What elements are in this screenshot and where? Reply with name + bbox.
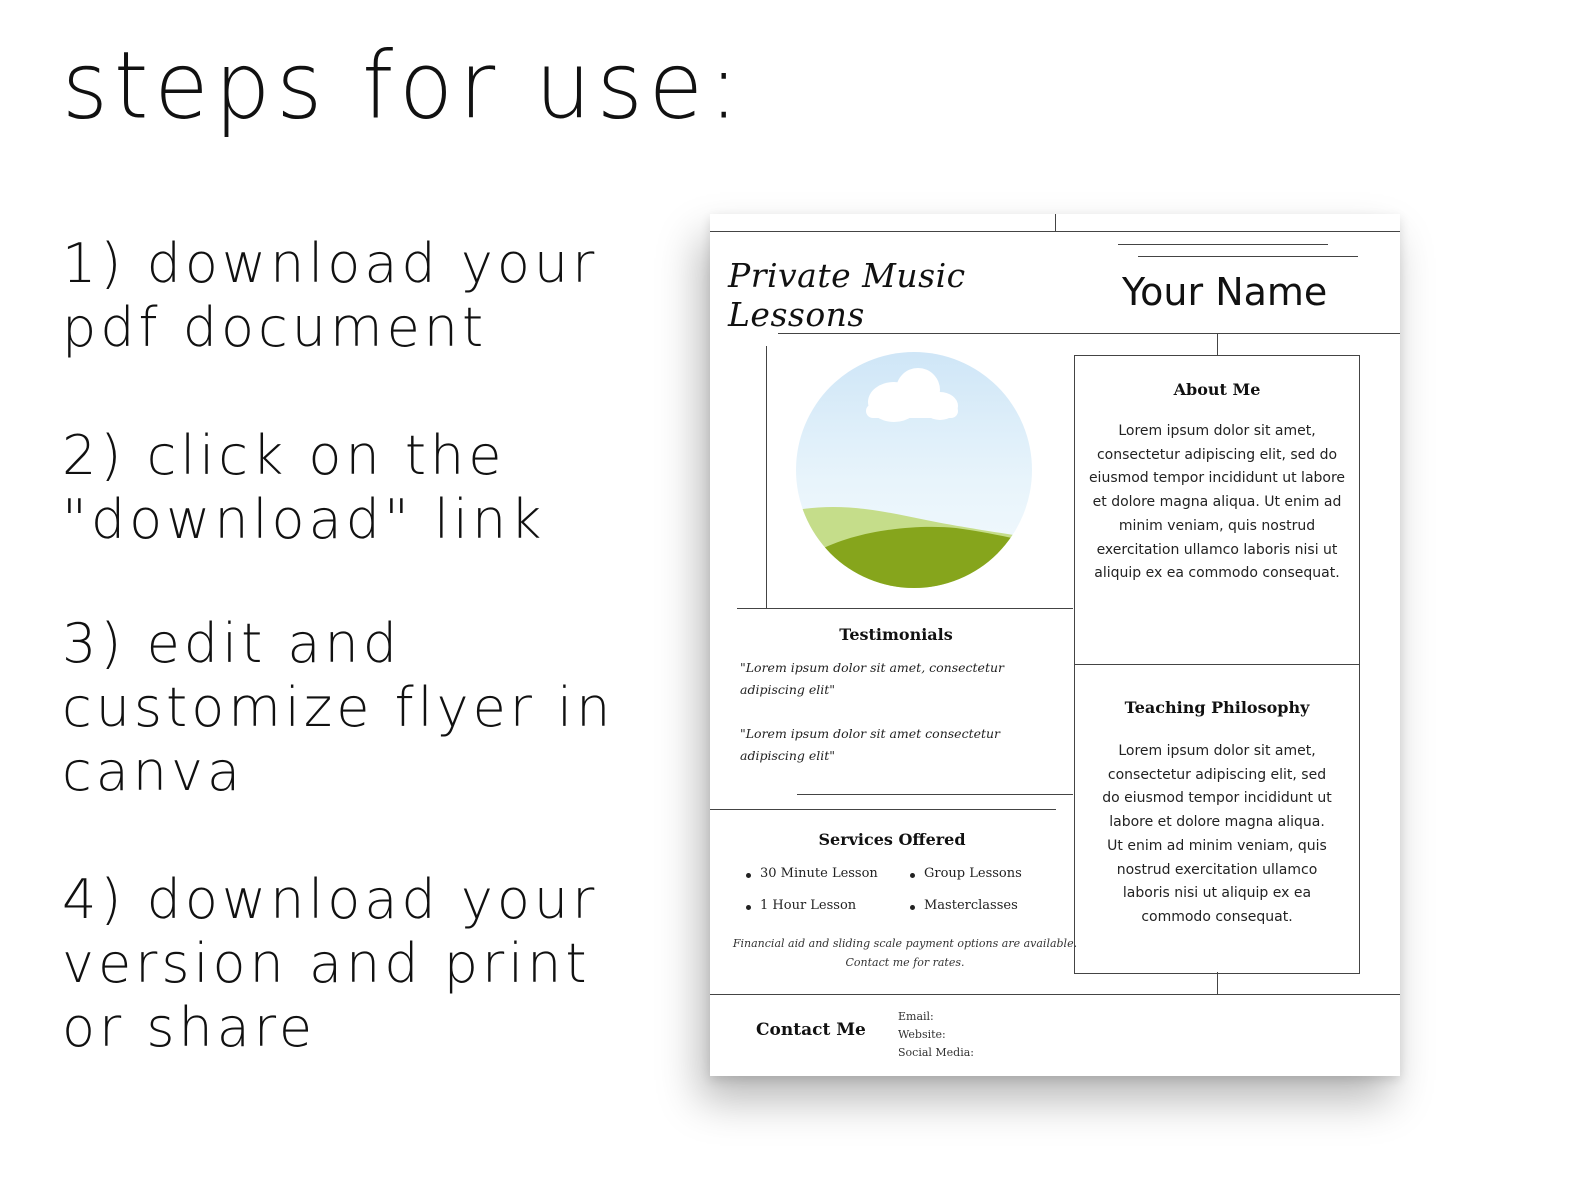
- rule-line: [766, 346, 767, 608]
- flyer-preview: [710, 214, 1400, 1076]
- service-item: 1 Hour Lesson: [760, 898, 857, 913]
- step-4: 4) download your version and print or share: [62, 868, 599, 1059]
- service-item: 30 Minute Lesson: [760, 866, 878, 881]
- flyer-title: Private Music Lessons: [728, 256, 966, 334]
- services-heading: Services Offered: [818, 830, 966, 849]
- contact-heading: Contact Me: [756, 1020, 866, 1040]
- rule-line: [1118, 244, 1328, 245]
- bullet-icon: [746, 905, 751, 910]
- testimonial-quote: "Lorem ipsum dolor sit amet consectetur adipiscing elit": [740, 726, 1001, 763]
- step-3: 3) edit and customize flyer in canva: [62, 612, 615, 803]
- step-2: 2) click on the "download" link: [62, 424, 546, 551]
- step-1: 1) download your pdf document: [62, 232, 599, 359]
- social-media-label: Social Media:: [898, 1046, 975, 1059]
- rule-line: [710, 994, 1400, 995]
- testimonial-quote: "Lorem ipsum dolor sit amet, consectetur adipiscing elit": [740, 660, 1005, 697]
- about-me-text: Lorem ipsum dolor sit amet, consectetur adipiscing elit, sed do eiusmod tempor incididunt ut labore et dolore magna aliqua. Ut enim ad minim veniam, quis nostrud exercitation ullamco laboris nisi ut aliquip ex ea commodo consequat.: [1088, 423, 1346, 582]
- about-me-heading: About Me: [1173, 380, 1261, 399]
- teaching-philosophy-text: Lorem ipsum dolor sit amet, consectetur adipiscing elit, sed do eiusmod tempor incididunt ut labore et dolore magna aliqua. Ut enim ad minim veniam, quis nostrud exercitation ullamco laboris nisi ut aliquip ex ea commodo consequat.: [1102, 743, 1332, 925]
- your-name: Your Name: [1122, 270, 1328, 314]
- service-item: Group Lessons: [924, 866, 1022, 881]
- rule-line: [710, 231, 1400, 232]
- landscape-illustration: [796, 352, 1032, 588]
- bullet-icon: [910, 905, 915, 910]
- email-label: Email:: [898, 1010, 934, 1023]
- rule-line: [797, 794, 1073, 795]
- teaching-philosophy-heading: Teaching Philosophy: [1124, 698, 1310, 717]
- steps-heading: steps for use:: [62, 31, 745, 140]
- service-item: Masterclasses: [924, 898, 1018, 913]
- payment-note: Financial aid and sliding scale payment options are available. Contact me for rates.: [732, 937, 1078, 969]
- bullet-icon: [910, 873, 915, 878]
- testimonials-heading: Testimonials: [839, 625, 953, 644]
- rule-line: [1055, 214, 1056, 231]
- rule-line: [737, 608, 1073, 609]
- website-label: Website:: [898, 1028, 946, 1041]
- bullet-icon: [746, 873, 751, 878]
- rule-line: [1217, 334, 1218, 356]
- rule-line: [710, 809, 1056, 810]
- landscape-placeholder-icon: [796, 352, 1032, 588]
- rule-line: [1217, 972, 1218, 994]
- rule-line: [1138, 256, 1358, 257]
